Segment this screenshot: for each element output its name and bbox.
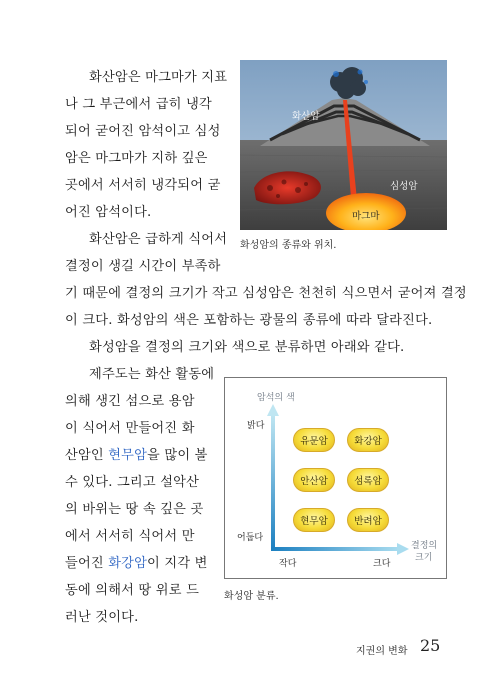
- rock-gabbro: 반려암: [347, 508, 389, 532]
- y-axis-label: 암석의 색: [257, 393, 295, 403]
- text-line: [65, 550, 208, 577]
- y-axis-bottom-label: 어둡다: [237, 533, 264, 543]
- text-segment: 이 지각 변: [147, 556, 208, 571]
- text-line: 러난 것이다.: [65, 610, 139, 625]
- text-line: 제주도는 화산 활동에: [89, 367, 215, 382]
- text-line: 이 크다. 화성암의 색은 포함하는 광물의 종류에 따라 달라진다.: [65, 313, 433, 328]
- text-segment: 들어진: [65, 556, 109, 571]
- text-line: 의 바위는 땅 속 깊은 곳: [65, 502, 204, 517]
- text-line: 수 있다. 그리고 설악산: [65, 475, 200, 490]
- keyword-basalt: 현무암: [108, 448, 148, 463]
- label-volcanic-rock: 화산암: [292, 111, 320, 122]
- text-line: [65, 442, 208, 469]
- text-line: 암은 마그마가 지하 깊은: [65, 151, 208, 166]
- text-line: 화산암은 마그마가 지표: [89, 70, 228, 85]
- label-plutonic-rock: 심성암: [390, 181, 418, 192]
- text-line: 이 식어서 만들어진 화: [65, 421, 195, 436]
- text-line: 에서 서서히 식어서 만: [65, 529, 195, 544]
- text-line: 되어 굳어진 암석이고 심성: [65, 124, 221, 139]
- text-line: 기 때문에 결정의 크기가 작고 심성암은 천천히 식으면서 굳어져 결정: [65, 286, 467, 301]
- text-line: 어진 암석이다.: [65, 205, 152, 220]
- volcano-illustration: [240, 60, 447, 230]
- x-axis-label-line2: 크기: [415, 553, 433, 563]
- x-axis-left-label: 작다: [279, 559, 297, 569]
- figure1-caption: 화성암의 종류와 위치.: [240, 240, 337, 251]
- text-line: 화산암은 급하게 식어서: [89, 232, 228, 247]
- classification-chart: [224, 377, 447, 579]
- section-title: 지권의 변화: [356, 646, 408, 657]
- volcano-cross-section-image: [240, 60, 447, 230]
- rock-andesite: 안산암: [293, 468, 335, 492]
- text-line: 곳에서 서서히 냉각되어 굳: [65, 178, 221, 193]
- rock-diorite: 섬록암: [347, 468, 389, 492]
- rock-basalt: 현무암: [293, 508, 335, 532]
- rock-granite: 화강암: [347, 428, 389, 452]
- text-line: 화성암을 결정의 크기와 색으로 분류하면 아래와 같다.: [89, 340, 405, 355]
- x-axis-label-line1: 결정의: [411, 541, 438, 551]
- text-segment: 을 많이 볼: [147, 448, 208, 463]
- keyword-granite: 화강암: [108, 556, 148, 571]
- text-segment: 산암인: [65, 448, 109, 463]
- text-line: 결정이 생길 시간이 부족하: [65, 259, 221, 274]
- text-line: 의해 생긴 섬으로 용암: [65, 394, 195, 409]
- label-magma: 마그마: [352, 211, 380, 222]
- text-line: 동에 의해서 땅 위로 드: [65, 583, 200, 598]
- x-axis-right-label: 크다: [373, 559, 391, 569]
- y-axis-top-label: 밝다: [247, 421, 265, 431]
- page-number: 25: [420, 636, 441, 655]
- figure2-caption: 화성암 분류.: [224, 591, 279, 602]
- rock-rhyolite: 유문암: [293, 428, 335, 452]
- text-line: 나 그 부근에서 급히 냉각: [65, 97, 212, 112]
